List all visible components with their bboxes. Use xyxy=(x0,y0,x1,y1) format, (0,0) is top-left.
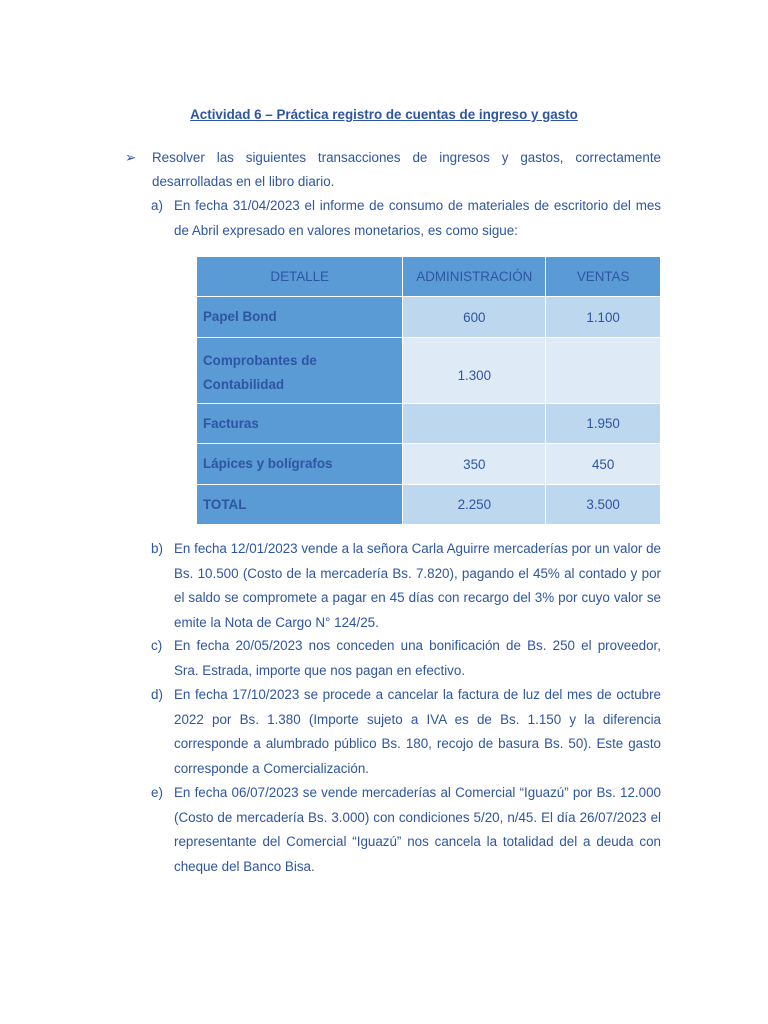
cell-administracion: 600 xyxy=(403,297,546,338)
materials-table xyxy=(196,256,661,525)
table-row xyxy=(197,297,661,338)
list-item-d xyxy=(151,683,661,781)
cell-administracion: 350 xyxy=(403,444,546,485)
cell-administracion xyxy=(403,404,546,444)
table-row xyxy=(197,404,661,444)
list-item-text: En fecha 20/05/2023 nos conceden una bonificación de Bs. 250 el proveedor, Sra. Estrada, importe que nos pagan en efectivo. xyxy=(174,638,661,678)
header-ventas: VENTAS xyxy=(546,257,661,297)
list-item-label: e) xyxy=(151,785,163,800)
list-item-text: En fecha 12/01/2023 vende a la señora Carla Aguirre mercaderías por un valor de Bs. 10.500 (Costo de la mercadería Bs. 7.820), pagando el 45% al contado y por el saldo se compromete a pagar en 45 días con recargo del 3% por cuyo valor se emite la Nota de Cargo N° 124/25. xyxy=(174,541,661,630)
arrow-bullet-icon: ➢ xyxy=(125,150,137,165)
list-item-text: En fecha 06/07/2023 se vende mercaderías al Comercial “Iguazú” por Bs. 12.000 (Costo de mercadería Bs. 3.000) con condiciones 5/20, n/45. El día 26/07/2023 el representante del Comercial “Iguazú” nos cancela la totalidad del a deuda con cheque del Banco Bisa. xyxy=(174,785,661,874)
intro-paragraph xyxy=(125,146,661,194)
cell-ventas: 3.500 xyxy=(546,485,661,525)
cell-ventas: 1.100 xyxy=(546,297,661,338)
list-item-b xyxy=(151,537,661,635)
list-item-label: b) xyxy=(151,541,163,556)
activity-title: Actividad 6 – Práctica registro de cuentas de ingreso y gasto xyxy=(190,107,578,122)
list-item-label: c) xyxy=(151,638,163,653)
list-item-e xyxy=(151,781,661,879)
cell-administracion: 1.300 xyxy=(403,338,546,404)
cell-administracion: 2.250 xyxy=(403,485,546,525)
list-item-text: En fecha 17/10/2023 se procede a cancelar la factura de luz del mes de octubre 2022 por Bs. 1.380 (Importe sujeto a IVA es de Bs. 1.150 y la diferencia corresponde a alumbrado público Bs. 180, recojo de basura Bs. 50). Este gasto corresponde a Comercialización. xyxy=(174,687,661,776)
intro-text: Resolver las siguientes transacciones de ingresos y gastos, correctamente desarrolladas en el libro diario. xyxy=(152,150,661,189)
list-item-c xyxy=(151,634,661,683)
list-item-a xyxy=(151,194,661,243)
list-item-label: d) xyxy=(151,687,163,702)
header-detalle: DETALLE xyxy=(197,257,403,297)
table-row xyxy=(197,338,661,404)
list-item-label: a) xyxy=(151,198,163,213)
cell-ventas: 450 xyxy=(546,444,661,485)
row-label: Lápices y bolígrafos xyxy=(197,444,403,485)
cell-ventas: 1.950 xyxy=(546,404,661,444)
row-label: Comprobantes de Contabilidad xyxy=(197,338,403,404)
row-label: Papel Bond xyxy=(197,297,403,338)
table-row-total xyxy=(197,485,661,525)
list-item-text: En fecha 31/04/2023 el informe de consumo de materiales de escritorio del mes de Abril expresado en valores monetarios, es como sigue: xyxy=(174,198,661,238)
row-label: Facturas xyxy=(197,404,403,444)
cell-ventas xyxy=(546,338,661,404)
table-row xyxy=(197,444,661,485)
row-label: TOTAL xyxy=(197,485,403,525)
header-administracion: ADMINISTRACIÓN xyxy=(403,257,546,297)
